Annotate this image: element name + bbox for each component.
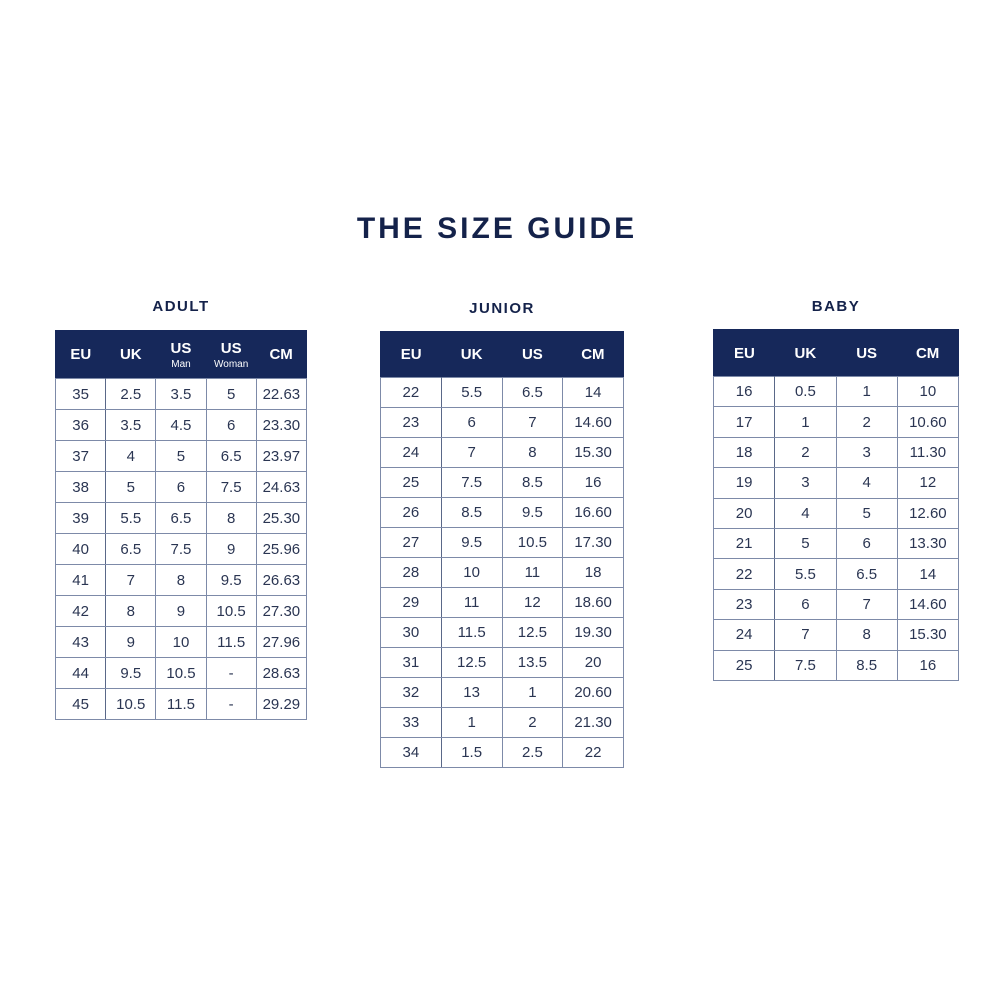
table-row <box>56 441 307 472</box>
table-cell: 29 <box>381 588 442 618</box>
table-row <box>381 558 624 588</box>
table-cell: 1 <box>441 708 502 738</box>
table-cell: 0.5 <box>775 377 836 407</box>
table-row <box>381 648 624 678</box>
table-cell: 6 <box>156 472 206 503</box>
table-cell: 9 <box>206 534 256 565</box>
table-cell: 7 <box>502 408 563 438</box>
table-cell: 12 <box>897 468 958 498</box>
table-row <box>381 438 624 468</box>
table-cell: 5.5 <box>106 503 156 534</box>
table-cell: - <box>206 689 256 720</box>
table-cell: 2.5 <box>106 379 156 410</box>
table-cell: 20.60 <box>563 678 624 708</box>
table-cell: 28.63 <box>256 658 306 689</box>
column-header-sublabel: Man <box>171 358 191 370</box>
table-cell: 12.60 <box>897 498 958 528</box>
table-cell: 20 <box>563 648 624 678</box>
table-cell: 38 <box>56 472 106 503</box>
table-cell: 21 <box>714 528 775 558</box>
table-row <box>56 410 307 441</box>
table-row <box>714 407 959 437</box>
table-cell: 23.30 <box>256 410 306 441</box>
table-row <box>381 588 624 618</box>
table-cell: 10.60 <box>897 407 958 437</box>
table-cell: 6 <box>441 408 502 438</box>
column-header-sublabel: Woman <box>214 358 249 370</box>
table-cell: 37 <box>56 441 106 472</box>
table-row <box>56 472 307 503</box>
table-row <box>381 528 624 558</box>
baby-column-header <box>897 330 958 377</box>
table-cell: 11 <box>441 588 502 618</box>
column-header-label: UK <box>794 344 817 362</box>
table-cell: 23 <box>381 408 442 438</box>
table-cell: 4.5 <box>156 410 206 441</box>
table-cell: 11.30 <box>897 437 958 467</box>
table-cell: 7 <box>441 438 502 468</box>
table-cell: 5.5 <box>441 378 502 408</box>
table-row <box>56 596 307 627</box>
table-row <box>56 534 307 565</box>
table-cell: 24.63 <box>256 472 306 503</box>
table-row <box>381 678 624 708</box>
table-cell: 8.5 <box>502 468 563 498</box>
table-row <box>714 650 959 680</box>
table-cell: 13 <box>441 678 502 708</box>
table-cell: 25.30 <box>256 503 306 534</box>
table-row <box>56 379 307 410</box>
table-cell: 10.5 <box>206 596 256 627</box>
junior-section-title: JUNIOR <box>469 300 535 317</box>
junior-column-header <box>381 332 442 378</box>
adult-size-table <box>55 330 307 720</box>
table-cell: - <box>206 658 256 689</box>
table-cell: 6 <box>775 589 836 619</box>
adult-column-header <box>256 331 306 379</box>
table-cell: 6.5 <box>106 534 156 565</box>
table-row <box>714 589 959 619</box>
table-cell: 14.60 <box>897 589 958 619</box>
table-row <box>381 618 624 648</box>
table-row <box>381 708 624 738</box>
table-cell: 28 <box>381 558 442 588</box>
table-cell: 10 <box>897 377 958 407</box>
table-row <box>56 689 307 720</box>
table-cell: 12.5 <box>502 618 563 648</box>
adult-column-header <box>206 331 256 379</box>
table-cell: 44 <box>56 658 106 689</box>
column-header-label: EU <box>70 346 92 363</box>
table-cell: 19 <box>714 468 775 498</box>
table-cell: 9.5 <box>106 658 156 689</box>
table-cell: 11.5 <box>156 689 206 720</box>
table-cell: 10.5 <box>106 689 156 720</box>
table-cell: 16 <box>714 377 775 407</box>
adult-column-header <box>56 331 106 379</box>
column-header-label: CM <box>581 346 605 363</box>
table-cell: 2 <box>502 708 563 738</box>
table-cell: 1 <box>836 377 897 407</box>
column-header-label: US <box>170 339 192 357</box>
table-cell: 14 <box>563 378 624 408</box>
column-header-label: UK <box>119 346 142 363</box>
baby-column-header <box>775 330 836 377</box>
table-cell: 3.5 <box>156 379 206 410</box>
table-cell: 10 <box>441 558 502 588</box>
table-cell: 29.29 <box>256 689 306 720</box>
table-cell: 5 <box>836 498 897 528</box>
table-cell: 3.5 <box>106 410 156 441</box>
table-cell: 23.97 <box>256 441 306 472</box>
table-cell: 11 <box>502 558 563 588</box>
baby-header-row <box>714 330 959 377</box>
table-cell: 27.30 <box>256 596 306 627</box>
baby-column-header <box>836 330 897 377</box>
baby-section-title: BABY <box>811 298 861 315</box>
table-cell: 11.5 <box>441 618 502 648</box>
table-cell: 8 <box>836 620 897 650</box>
table-cell: 18.60 <box>563 588 624 618</box>
table-cell: 36 <box>56 410 106 441</box>
table-cell: 15.30 <box>563 438 624 468</box>
junior-size-table <box>380 331 624 768</box>
table-row <box>714 377 959 407</box>
table-cell: 26 <box>381 498 442 528</box>
table-row <box>714 620 959 650</box>
junior-table-header <box>381 332 624 378</box>
table-cell: 40 <box>56 534 106 565</box>
table-cell: 4 <box>836 468 897 498</box>
table-cell: 8.5 <box>836 650 897 680</box>
table-cell: 5 <box>206 379 256 410</box>
table-cell: 7 <box>775 620 836 650</box>
table-row <box>381 408 624 438</box>
table-cell: 8 <box>106 596 156 627</box>
table-cell: 9.5 <box>502 498 563 528</box>
table-cell: 25 <box>381 468 442 498</box>
table-cell: 17.30 <box>563 528 624 558</box>
table-row <box>56 565 307 596</box>
table-cell: 14.60 <box>563 408 624 438</box>
adult-column-header <box>156 331 206 379</box>
table-cell: 25.96 <box>256 534 306 565</box>
table-cell: 24 <box>381 438 442 468</box>
table-cell: 19.30 <box>563 618 624 648</box>
column-header-label: US <box>856 344 878 362</box>
table-cell: 13.30 <box>897 528 958 558</box>
table-cell: 6.5 <box>156 503 206 534</box>
table-cell: 8 <box>502 438 563 468</box>
table-cell: 8 <box>156 565 206 596</box>
table-cell: 27 <box>381 528 442 558</box>
table-cell: 7.5 <box>156 534 206 565</box>
adult-section-title: ADULT <box>152 298 210 315</box>
table-cell: 5.5 <box>775 559 836 589</box>
table-cell: 9.5 <box>206 565 256 596</box>
table-cell: 26.63 <box>256 565 306 596</box>
table-cell: 5 <box>106 472 156 503</box>
table-cell: 27.96 <box>256 627 306 658</box>
table-row <box>381 738 624 768</box>
table-cell: 1 <box>502 678 563 708</box>
page-title: THE SIZE GUIDE <box>356 212 638 245</box>
table-row <box>714 528 959 558</box>
table-cell: 13.5 <box>502 648 563 678</box>
table-cell: 7.5 <box>206 472 256 503</box>
table-cell: 33 <box>381 708 442 738</box>
adult-header-row <box>56 331 307 379</box>
table-cell: 6.5 <box>836 559 897 589</box>
table-cell: 7.5 <box>441 468 502 498</box>
table-cell: 30 <box>381 618 442 648</box>
table-cell: 2 <box>775 437 836 467</box>
table-cell: 17 <box>714 407 775 437</box>
column-header-label: UK <box>460 346 483 363</box>
table-cell: 41 <box>56 565 106 596</box>
junior-column-header <box>563 332 624 378</box>
column-header-label: CM <box>269 346 293 363</box>
table-cell: 4 <box>775 498 836 528</box>
table-cell: 7 <box>106 565 156 596</box>
table-cell: 10.5 <box>156 658 206 689</box>
table-cell: 24 <box>714 620 775 650</box>
table-cell: 20 <box>714 498 775 528</box>
column-header-label: EU <box>733 344 755 362</box>
baby-table-header <box>714 330 959 377</box>
table-cell: 2.5 <box>502 738 563 768</box>
table-cell: 9 <box>106 627 156 658</box>
table-row <box>56 503 307 534</box>
table-cell: 22 <box>714 559 775 589</box>
table-row <box>714 437 959 467</box>
table-cell: 14 <box>897 559 958 589</box>
table-cell: 1.5 <box>441 738 502 768</box>
table-row <box>56 627 307 658</box>
table-cell: 18 <box>714 437 775 467</box>
baby-size-table <box>713 329 959 681</box>
junior-header-row <box>381 332 624 378</box>
junior-column-header <box>502 332 563 378</box>
table-cell: 16.60 <box>563 498 624 528</box>
table-row <box>381 468 624 498</box>
baby-column-header <box>714 330 775 377</box>
table-cell: 12 <box>502 588 563 618</box>
table-cell: 10 <box>156 627 206 658</box>
table-cell: 34 <box>381 738 442 768</box>
table-cell: 1 <box>775 407 836 437</box>
table-row <box>381 498 624 528</box>
table-cell: 18 <box>563 558 624 588</box>
table-cell: 4 <box>106 441 156 472</box>
column-header-label: US <box>220 339 242 357</box>
table-cell: 16 <box>897 650 958 680</box>
junior-table-body <box>381 378 624 768</box>
table-cell: 6 <box>836 528 897 558</box>
table-cell: 9 <box>156 596 206 627</box>
table-cell: 22 <box>381 378 442 408</box>
table-cell: 3 <box>836 437 897 467</box>
table-row <box>381 378 624 408</box>
table-row <box>56 658 307 689</box>
table-cell: 5 <box>156 441 206 472</box>
table-cell: 22.63 <box>256 379 306 410</box>
table-cell: 9.5 <box>441 528 502 558</box>
table-cell: 42 <box>56 596 106 627</box>
table-cell: 8 <box>206 503 256 534</box>
adult-column-header <box>106 331 156 379</box>
table-cell: 15.30 <box>897 620 958 650</box>
column-header-label: EU <box>400 346 422 363</box>
table-cell: 35 <box>56 379 106 410</box>
table-cell: 31 <box>381 648 442 678</box>
column-header-label: CM <box>915 344 940 362</box>
table-cell: 6 <box>206 410 256 441</box>
table-cell: 43 <box>56 627 106 658</box>
baby-table-body <box>714 377 959 681</box>
adult-table-header <box>56 331 307 379</box>
table-cell: 45 <box>56 689 106 720</box>
table-row <box>714 559 959 589</box>
junior-column-header <box>441 332 502 378</box>
table-cell: 16 <box>563 468 624 498</box>
table-cell: 8.5 <box>441 498 502 528</box>
table-cell: 11.5 <box>206 627 256 658</box>
table-row <box>714 498 959 528</box>
table-cell: 10.5 <box>502 528 563 558</box>
table-cell: 23 <box>714 589 775 619</box>
table-cell: 22 <box>563 738 624 768</box>
table-cell: 6.5 <box>206 441 256 472</box>
table-cell: 7 <box>836 589 897 619</box>
table-cell: 25 <box>714 650 775 680</box>
table-cell: 7.5 <box>775 650 836 680</box>
adult-table-body <box>56 379 307 720</box>
column-header-label: US <box>521 346 543 363</box>
table-cell: 2 <box>836 407 897 437</box>
table-cell: 3 <box>775 468 836 498</box>
table-cell: 39 <box>56 503 106 534</box>
table-row <box>714 468 959 498</box>
table-cell: 12.5 <box>441 648 502 678</box>
table-cell: 5 <box>775 528 836 558</box>
table-cell: 6.5 <box>502 378 563 408</box>
table-cell: 32 <box>381 678 442 708</box>
table-cell: 21.30 <box>563 708 624 738</box>
